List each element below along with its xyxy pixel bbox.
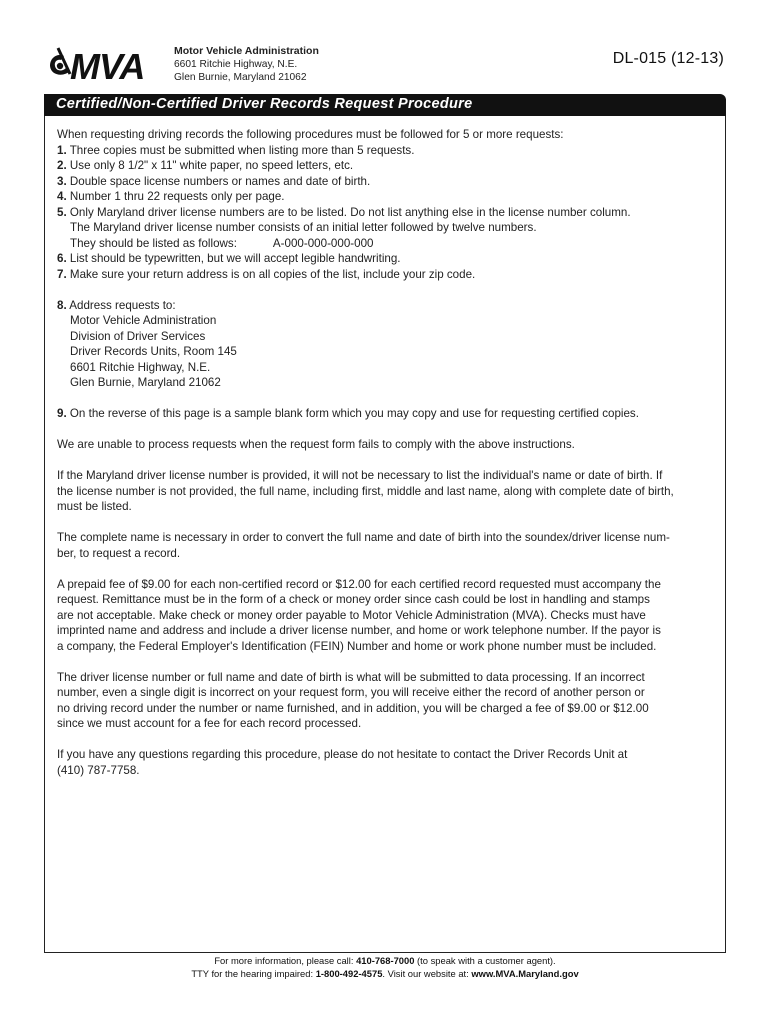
step-8: 8. Address requests to:: [57, 298, 176, 312]
step-2: 2. Use only 8 1/2" x 11" white paper, no speed letters, etc.: [57, 159, 354, 172]
incorrect-line: no driving record under the number or name furnished, and in addition, you will be charged a fee of $9.00 or $12.00: [57, 701, 649, 715]
mva-logo: [44, 44, 168, 88]
step-7: 7. Make sure your return address is on all copies of the list, include your zip code.: [57, 267, 476, 281]
para-license-line: must be listed.: [57, 500, 132, 513]
step-3: 3. Double space license numbers or names and date of birth.: [57, 174, 371, 188]
fee-line: request. Remittance must be in the form of a check or money order since cash could be lost in handling and stamps: [57, 593, 650, 606]
agency-block: [174, 45, 319, 84]
para-name-line: ber, to request a record.: [57, 546, 181, 560]
step-1: 1. Three copies must be submitted when listing more than 5 requests.: [57, 143, 415, 157]
contact-phone: (410) 787-7758: [57, 763, 137, 777]
agency-name: Motor Vehicle Administration: [174, 45, 319, 57]
address-line: 6601 Ritchie Highway, N.E.: [70, 360, 211, 374]
fee-line: imprinted name and address and include a driver license number, and home or work telephone number. If the payor is: [57, 624, 661, 637]
step-5-detail-2: They should be listed as follows: A-000-000-000-000: [70, 236, 374, 250]
para-license-line: If the Maryland driver license number is provided, it will not be necessary to list the individual's name or date of birth. If: [57, 469, 663, 482]
footer-line-2: TTY for the hearing impaired: 1-800-492-4575. Visit our website at: www.MVA.Maryland.gov: [191, 967, 579, 979]
fee-line: a company, the Federal Employer's Identification (FEIN) Number and home or work phone number must be included.: [57, 639, 657, 653]
page-title: Certified/Non-Certified Driver Records Request Procedure: [56, 96, 473, 112]
procedure-content: [57, 127, 717, 778]
footer: [0, 955, 770, 980]
fee-line: A prepaid fee of $9.00 for each non-certified record or $12.00 for each certified record requested must accompany the: [57, 577, 661, 591]
step-4: 4. Number 1 thru 22 requests only per page.: [57, 190, 285, 203]
fee-noncertified: $9.00: [141, 577, 171, 591]
fee-certified: $12.00: [335, 577, 371, 591]
incorrect-line: number, even a single digit is incorrect on your request form, you will receive either the record of another person or: [57, 686, 645, 699]
logo-text: MVA: [70, 46, 145, 87]
step-5-detail-1: The Maryland driver license number consists of an initial letter followed by twelve numbers.: [70, 221, 537, 234]
license-example: A-000-000-000-000: [272, 236, 374, 250]
intro: When requesting driving records the following procedures must be followed for 5 or more requests:: [57, 128, 564, 141]
title-bar: [44, 94, 726, 116]
address-line: Driver Records Units, Room 145: [70, 345, 237, 358]
questions-line: (410) 787-7758.: [57, 763, 140, 777]
footer-website[interactable]: www.MVA.Maryland.gov: [471, 967, 579, 979]
payee: Motor Vehicle Administration (MVA): [362, 608, 544, 622]
agency-address-1: 6601 Ritchie Highway, N.E.: [174, 59, 298, 70]
single-digit: single digit: [140, 686, 195, 699]
footer-tty: 1-800-492-4575: [315, 967, 383, 979]
incorrect-line: The driver license number or full name and date of birth is what will be submitted to data processing. If an incorrect: [57, 670, 645, 684]
footer-line-1: For more information, please call: 410-768-7000 (to speak with a customer agent).: [214, 955, 556, 966]
questions-line: If you have any questions regarding this procedure, please do not hesitate to contact the Driver Records Unit at: [57, 748, 628, 761]
step-9: 9. On the reverse of this page is a sample blank form which you may copy and use for requesting certified copies.: [57, 407, 639, 420]
footer-phone: 410-768-7000: [356, 955, 415, 966]
para-unable: We are unable to process requests when the request form fails to comply with the above instructions.: [57, 438, 575, 451]
incorrect-line: since we must account for a fee for each record processed.: [57, 717, 362, 730]
para-license-line: the license number is not provided, the full name, including first, middle and last name, along with complete date of birth,: [57, 484, 674, 498]
agency-address-2: Glen Burnie, Maryland 21062: [174, 72, 307, 83]
fee-line: are not acceptable. Make check or money order payable to Motor Vehicle Administration (MVA). Checks must have: [57, 608, 646, 622]
para-name-line: The complete name is necessary in order to convert the full name and date of birth into the soundex/driver license num-: [57, 531, 670, 544]
address-line: Motor Vehicle Administration: [70, 314, 217, 327]
address-line: Division of Driver Services: [70, 329, 206, 343]
step-5: 5. Only Maryland driver license numbers are to be listed. Do not list anything else in the license number column.: [57, 205, 631, 219]
form-number: DL-015 (12-13): [612, 50, 724, 67]
address-line: Glen Burnie, Maryland 21062: [70, 376, 221, 389]
step-6: 6. List should be typewritten, but we will accept legible handwriting.: [57, 252, 401, 265]
